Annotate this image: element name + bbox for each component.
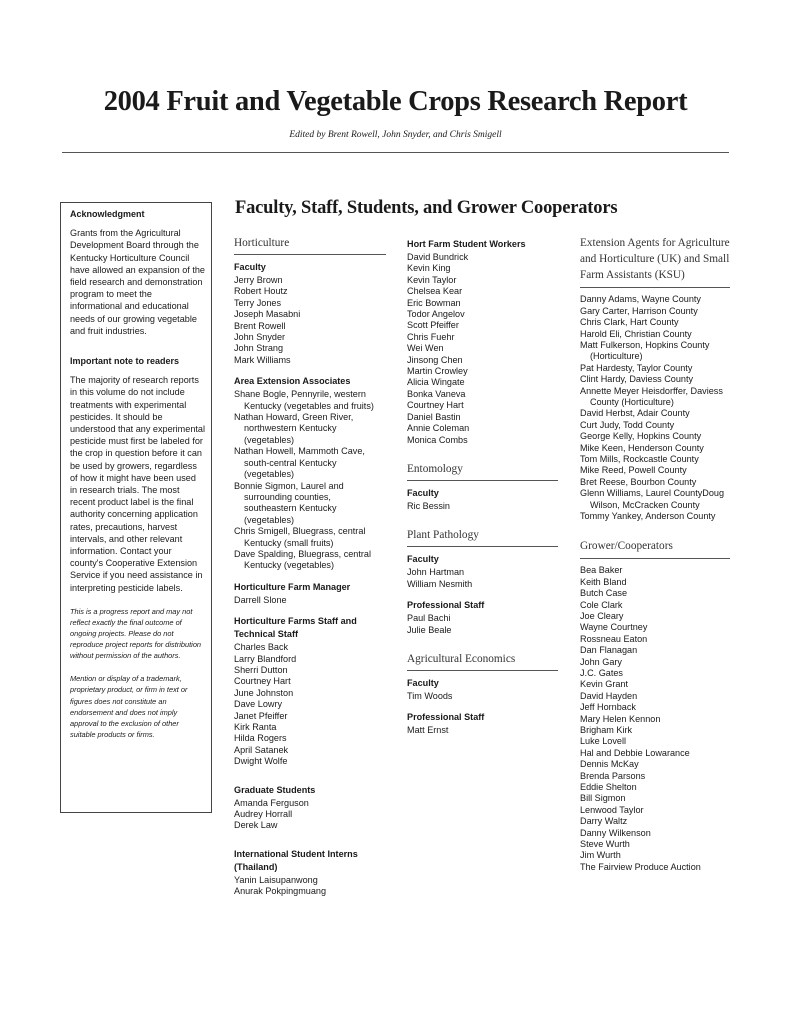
list-item: Hal and Debbie Lowarance [580, 747, 690, 758]
list-item: Chris Fuehr [407, 331, 455, 342]
list-item: Bea Baker [580, 565, 623, 576]
agricultural-economics-heading: Agricultural Economics [407, 652, 558, 671]
grower-cooperators-heading: Grower/Cooperators [580, 539, 730, 560]
editors-line: Edited by Brent Rowell, John Snyder, and Chris Smigell [289, 130, 502, 140]
area-extension-heading: Area Extension Associates [234, 376, 351, 387]
list-item: Kevin King [407, 263, 451, 274]
list-item: Annie Coleman [407, 423, 470, 434]
list-item: Robert Houtz [234, 286, 288, 297]
list-item: Mary Helen Kennon [580, 713, 661, 724]
list-item: Wei Wen [407, 343, 444, 354]
list-item: Cole Clark [580, 599, 623, 610]
list-item: Mike Keen, Henderson County [580, 442, 704, 453]
list-item: Sherri Dutton [234, 664, 288, 675]
list-item: Chris Clark, Hart County [580, 317, 679, 328]
list-item: June Johnston [234, 687, 294, 698]
list-item: Terry Jones [234, 297, 281, 308]
international-interns-heading: International Student Interns (Thailand) [234, 848, 358, 872]
list-item: Julie Beale [407, 624, 452, 635]
progress-report-disclaimer: This is a progress report and may not reflect exactly the final outcome of ongoing projects. Please do not reproduce project reports for distribution without permission of the authors. [70, 606, 202, 661]
list-item: Brenda Parsons [580, 770, 646, 781]
report-title: 2004 Fruit and Vegetable Crops Research Report [103, 86, 688, 117]
student-workers-heading: Hort Farm Student Workers [407, 239, 526, 249]
faculty-heading: Faculty [234, 262, 266, 272]
list-item: Martin Crowley [407, 366, 468, 377]
list-item: Scott Pfeiffer [407, 320, 459, 331]
horticulture-faculty-list [234, 275, 386, 366]
graduate-students-heading: Graduate Students [234, 784, 316, 795]
economics-faculty-heading: Faculty [407, 677, 439, 688]
list-item: Wayne Courtney [580, 622, 648, 633]
list-item: Audrey Horrall [234, 809, 293, 820]
list-item: John Gary [580, 656, 622, 667]
list-item: Dave Lowry [234, 699, 283, 710]
list-item: Derek Law [234, 820, 278, 831]
list-item: Dan Flanagan [580, 645, 638, 656]
list-item: The Fairview Produce Auction [580, 861, 701, 872]
entomology-faculty-list [407, 501, 558, 512]
list-item: Curt Judy, Todd County [580, 419, 675, 430]
pathology-faculty-heading: Faculty [407, 554, 439, 565]
pathology-faculty-list [407, 567, 558, 590]
graduate-students-list [234, 798, 386, 832]
list-item: Jinsong Chen [407, 354, 463, 365]
list-item: Kevin Taylor [407, 274, 457, 285]
list-item: Mark Williams [234, 354, 291, 365]
list-item: Bill Sigmon [580, 793, 626, 804]
list-item: Jeff Hornback [580, 702, 636, 713]
list-item: Eric Bowman [407, 297, 461, 308]
grower-cooperators-list [580, 565, 730, 873]
list-item: Daniel Bastin [407, 411, 461, 422]
column-extension-growers [580, 236, 730, 873]
list-item: Danny Wilkenson [580, 827, 651, 838]
list-item: Darry Waltz [580, 816, 628, 827]
list-item: David Hayden [580, 690, 638, 701]
farm-staff-heading: Horticulture Farms Staff and Technical Staff [234, 616, 357, 640]
column-horticulture [234, 236, 386, 898]
list-item: George Kelly, Hopkins County [580, 431, 702, 442]
entomology-faculty-heading: Faculty [407, 487, 439, 498]
list-item: Joseph Masabni [234, 309, 301, 320]
area-extension-list [234, 389, 386, 572]
list-item: Dwight Wolfe [234, 756, 288, 767]
list-item: Courtney Hart [234, 676, 291, 687]
economics-faculty-list [407, 691, 558, 702]
list-item: Brent Rowell [234, 320, 286, 331]
list-item: Clint Hardy, Daviess County [580, 374, 694, 385]
acknowledgment-text: Grants from the Agricultural Development Board through the Kentucky Horticulture Council have allowed an expansion of the field research and demonstration program to meet the informational and educational needs of our growing vegetable and fruit industries. [70, 228, 205, 336]
list-item: Tom Mills, Rockcastle County [580, 454, 699, 465]
list-item: Lenwood Taylor [580, 804, 644, 815]
sidebar-box [60, 202, 212, 813]
list-item: Bret Reese, Bourbon County [580, 476, 697, 487]
list-item: Danny Adams, Wayne County [580, 294, 701, 305]
list-item: Courtney Hart [407, 400, 464, 411]
list-item: Pat Hardesty, Taylor County [580, 362, 693, 373]
list-item: Steve Wurth [580, 839, 630, 850]
list-item: Jerry Brown [234, 275, 283, 285]
list-item: Amanda Ferguson [234, 797, 309, 808]
list-item: Darrell Slone [234, 594, 287, 605]
horticulture-heading: Horticulture [234, 236, 386, 255]
economics-staff-heading: Professional Staff [407, 712, 485, 723]
list-item: Ric Bessin [407, 500, 450, 511]
list-item: Rossneau Eaton [580, 633, 648, 644]
pathology-staff-heading: Professional Staff [407, 600, 485, 611]
list-item: Glenn Williams, Laurel CountyDoug Wilson, McCracken County [580, 488, 725, 510]
list-item: David Herbst, Adair County [580, 408, 690, 419]
important-note-text: The majority of research reports in this volume do not include treatments with experimental pesticides. It should be understood that any experimental pesticide must first be labeled for the crop in question before it can be used by growers, regardless of how it might have been used in research trials. The most recent product label is the final authority concerning application rates, precautions, harvest intervals, and other relevant information. Contact your county's Cooperative Extension Service if you need assistance in interpreting pesticide labels. [70, 375, 205, 593]
list-item: April Satanek [234, 744, 289, 755]
economics-staff-list [407, 725, 558, 736]
list-item: John Hartman [407, 567, 465, 578]
list-item: John Strang [234, 343, 284, 354]
list-item: David Bundrick [407, 252, 469, 262]
list-item: Chelsea Kear [407, 286, 463, 297]
section-title: Faculty, Staff, Students, and Grower Cooperators [235, 198, 618, 218]
plant-pathology-heading: Plant Pathology [407, 528, 558, 547]
farm-staff-list [234, 642, 386, 767]
farm-manager-list [234, 595, 386, 606]
list-item: Dennis McKay [580, 759, 639, 770]
list-item: Charles Back [234, 642, 289, 653]
important-note-heading: Important note to readers [70, 356, 180, 367]
list-item: Eddie Shelton [580, 782, 637, 793]
student-workers-list [407, 252, 558, 446]
list-item: Keith Bland [580, 576, 627, 587]
list-item: Todor Angelov [407, 309, 465, 320]
list-item: Nathan Howard, Green River, northwestern Kentucky (vegetables) [234, 412, 354, 445]
extension-agents-list [580, 294, 730, 522]
list-item: Kevin Grant [580, 679, 629, 690]
list-item: J.C. Gates [580, 667, 623, 678]
list-item: Yanin Laisupanwong [234, 874, 318, 885]
list-item: Anurak Pokpingmuang [234, 886, 327, 897]
list-item: Alicia Wingate [407, 377, 465, 388]
list-item: Janet Pfeiffer [234, 710, 288, 721]
list-item: Dave Spalding, Bluegrass, central Kentucky (vegetables) [234, 548, 371, 571]
trademark-disclaimer: Mention or display of a trademark, proprietary product, or firm in text or figures does not constitute an endorsement and does not imply approval to the exclusion of other suitable products or firms. [70, 674, 188, 739]
acknowledgment-heading: Acknowledgment [70, 209, 145, 219]
list-item: Luke Lovell [580, 736, 627, 747]
list-item: Butch Case [580, 588, 628, 599]
list-item: Jim Wurth [580, 850, 621, 861]
list-item: Matt Fulkerson, Hopkins County (Horticulture) [580, 340, 710, 362]
list-item: Bonnie Sigmon, Laurel and surrounding counties, southeastern Kentucky (vegetables) [234, 480, 344, 525]
list-item: Tim Woods [407, 690, 453, 701]
list-item: Mike Reed, Powell County [580, 465, 687, 476]
pathology-staff-list [407, 613, 558, 636]
list-item: Kirk Ranta [234, 722, 277, 732]
list-item: Brigham Kirk [580, 725, 633, 735]
international-interns-list [234, 875, 386, 898]
list-item: Annette Meyer Heisdorffer, Daviess County (Horticulture) [580, 385, 723, 408]
list-item: Hilda Rogers [234, 733, 287, 744]
list-item: Chris Smigell, Bluegrass, central Kentucky (small fruits) [234, 526, 366, 548]
list-item: John Snyder [234, 332, 286, 343]
list-item: Bonka Vaneva [407, 388, 466, 399]
list-item: Nathan Howell, Mammoth Cave, south-central Kentucky (vegetables) [234, 446, 365, 480]
list-item: William Nesmith [407, 578, 473, 589]
list-item: Tommy Yankey, Anderson County [580, 511, 716, 522]
header-divider [62, 152, 729, 153]
list-item: Monica Combs [407, 434, 468, 445]
list-item: Harold Eli, Christian County [580, 328, 692, 339]
farm-manager-heading: Horticulture Farm Manager [234, 581, 351, 592]
list-item: Shane Bogle, Pennyrile, western Kentucky (vegetables and fruits) [234, 389, 374, 411]
entomology-heading: Entomology [407, 462, 558, 481]
list-item: Paul Bachi [407, 613, 451, 624]
list-item: Gary Carter, Harrison County [580, 305, 698, 316]
column-departments [407, 238, 558, 737]
list-item: Joe Cleary [580, 610, 624, 621]
extension-agents-heading: Extension Agents for Agriculture and Horticulture (UK) and Small Farm Assistants (KSU) [580, 236, 730, 288]
list-item: Larry Blandford [234, 653, 297, 664]
list-item: Matt Ernst [407, 725, 449, 736]
